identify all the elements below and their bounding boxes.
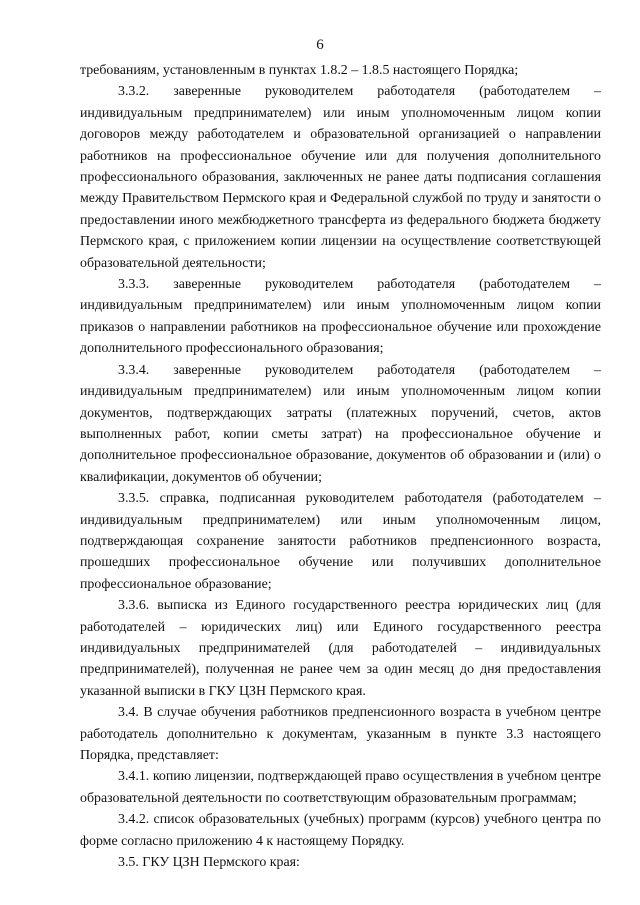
page-number: 6	[316, 37, 324, 53]
paragraph-3-3-2: 3.3.2. заверенные руководителем работодателя (работодателем – индивидуальным предпринимателем) или иным уполномоченным лицом копии договоров между работодателем и образовательной организацией о направлении работников на профессиональное обучение или для получения дополнительного профессионального образования, заключенных не ранее даты подписания соглашения между Правительством Пермского края и Федеральной службой по труду и занятости о предоставлении иного межбюджетного трансферта из федерального бюджета бюджету Пермского края, с приложением копии лицензии на осуществление соответствующей образовательной деятельности;	[80, 84, 601, 271]
paragraph-1-continuation: требованиям, установленным в пунктах 1.8.2 – 1.8.5 настоящего Порядка;	[80, 63, 519, 78]
paragraph-3-4-1: 3.4.1. копию лицензии, подтверждающей право осуществления в учебном центре образовательной деятельности по соответствующим образовательным программам;	[80, 769, 601, 806]
paragraph-3-3-5: 3.3.5. справка, подписанная руководителем работодателя (работодателем – индивидуальным предпринимателем) или иным уполномоченным лицом, подтверждающая сохранение занятости работников предпенсионного возраста, прошедших профессиональное обучение или получивших дополнительное профессиональное образование;	[80, 491, 601, 592]
paragraph-3-3-4: 3.3.4. заверенные руководителем работодателя (работодателем – индивидуальным предпринимателем) или иным уполномоченным лицом копии документов, подтверждающих затраты (платежных поручений, счетов, актов выполненных работ, копии сметы затрат) на профессиональное обучение и дополнительное профессиональное образование, документов об образовании и (или) о квалификации, документов об обучении;	[80, 362, 601, 485]
paragraph-3-4: 3.4. В случае обучения работников предпенсионного возраста в учебном центре работодатель дополнительно к документам, указанным в пункте 3.3 настоящего Порядка, представляет:	[80, 705, 601, 763]
paragraph-3-3-3: 3.3.3. заверенные руководителем работодателя (работодателем – индивидуальным предпринимателем) или иным уполномоченным лицом копии приказов о направлении работников на профессиональное обучение или прохождение дополнительного профессионального образования;	[80, 277, 601, 357]
paragraph-3-5: 3.5. ГКУ ЦЗН Пермского края:	[118, 855, 300, 871]
paragraph-3-3-6: 3.3.6. выписка из Единого государственного реестра юридических лиц (для работодателей – юридических лиц) или Единого государственного реестра индивидуальных предпринимателей (для работодателей – индивидуальных предпринимателей), полученная не ранее чем за один месяц до дня предоставления указанной выписки в ГКУ ЦЗН Пермского края.	[80, 598, 601, 699]
paragraph-3-4-2: 3.4.2. список образовательных (учебных) программ (курсов) учебного центра по форме согласно приложению 4 к настоящему Порядку.	[80, 812, 601, 849]
document-body	[80, 60, 601, 873]
